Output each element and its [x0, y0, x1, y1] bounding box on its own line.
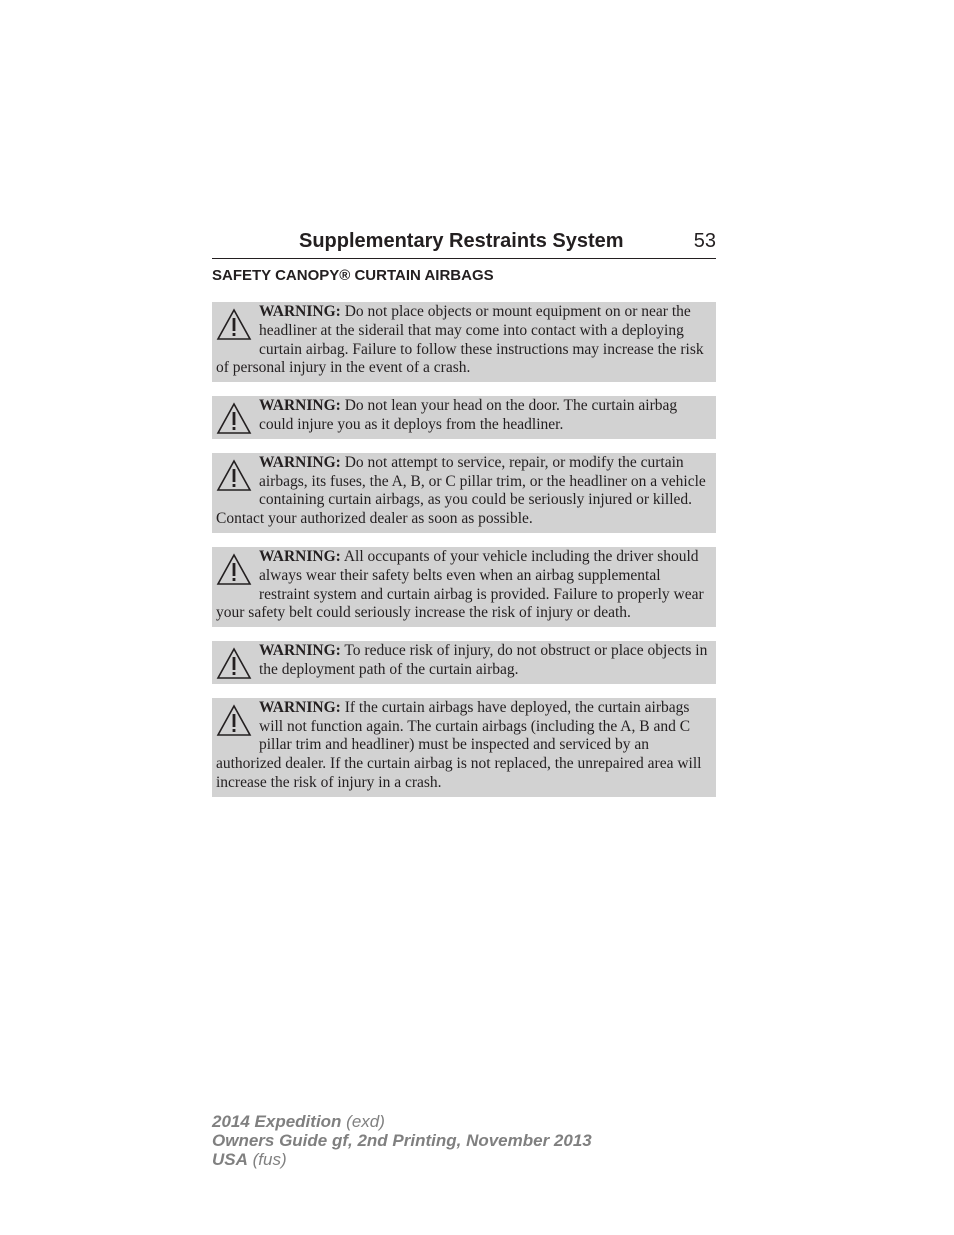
- warning-box: [212, 396, 716, 439]
- warning-label: WARNING:: [259, 547, 341, 565]
- warning-triangle-icon: [216, 552, 252, 588]
- warning-label: WARNING:: [259, 397, 341, 415]
- warning-label: WARNING:: [259, 303, 341, 320]
- warning-label: WARNING:: [259, 642, 341, 660]
- footer-line-1: [212, 1112, 592, 1131]
- warning-label: WARNING:: [259, 698, 341, 716]
- footer-line-3: [212, 1150, 592, 1169]
- warning-box: [212, 641, 716, 684]
- footer-market: USA: [212, 1150, 248, 1169]
- warning-triangle-icon: [216, 401, 252, 437]
- warning-box: [212, 698, 716, 797]
- footer-printing: Owners Guide gf, 2nd Printing, November 2013: [212, 1131, 592, 1150]
- warning-text: If the curtain airbags have deployed, the curtain airbags will not function again. The curtain airbags (including the A, B and C pillar trim and headliner) must be inspected and serviced by an authorized dealer. If the curtain airbag is not replaced, the unrepaired area will increase the risk of injury in a crash.: [216, 698, 702, 791]
- footer-market-code: (fus): [252, 1150, 287, 1169]
- warning-text: All occupants of your vehicle including the driver should always wear their safety belts even when an airbag supplemental restraint system and curtain airbag is provided. Failure to properly wear your safety belt could seriously increase the risk of injury or death.: [216, 547, 704, 622]
- footer-model-code: (exd): [346, 1112, 385, 1131]
- page-footer: [212, 1112, 592, 1169]
- warnings-list: [212, 302, 716, 811]
- warning-text: Do not place objects or mount equipment on or near the headliner at the siderail that may come into contact with a deploying curtain airbag. Failure to follow these instructions may increase the risk of personal injury in the event of a crash.: [216, 303, 704, 377]
- warning-box: [212, 302, 716, 382]
- warning-triangle-icon: [216, 307, 252, 343]
- page-header: [212, 228, 716, 259]
- warning-label: WARNING:: [259, 453, 341, 471]
- warning-triangle-icon: [216, 703, 252, 739]
- warning-triangle-icon: [216, 458, 252, 494]
- page-number: 53: [693, 230, 716, 252]
- footer-line-2: [212, 1131, 592, 1150]
- section-heading: SAFETY CANOPY® CURTAIN AIRBAGS: [212, 267, 494, 284]
- warning-text: Do not attempt to service, repair, or modify the curtain airbags, its fuses, the A, B, or C pillar trim, or the headliner on a vehicle containing curtain airbags, as you could be seriously injured or killed. Contact your authorized dealer as soon as possible.: [216, 453, 706, 528]
- warning-text: To reduce risk of injury, do not obstruct or place objects in the deployment path of the curtain airbag.: [259, 642, 708, 678]
- footer-model: 2014 Expedition: [212, 1112, 342, 1131]
- warning-text: Do not lean your head on the door. The curtain airbag could injure you as it deploys from the headliner.: [259, 397, 678, 433]
- warning-box: [212, 547, 716, 627]
- warning-box: [212, 453, 716, 533]
- warning-triangle-icon: [216, 646, 252, 682]
- page-title: Supplementary Restraints System: [299, 230, 624, 252]
